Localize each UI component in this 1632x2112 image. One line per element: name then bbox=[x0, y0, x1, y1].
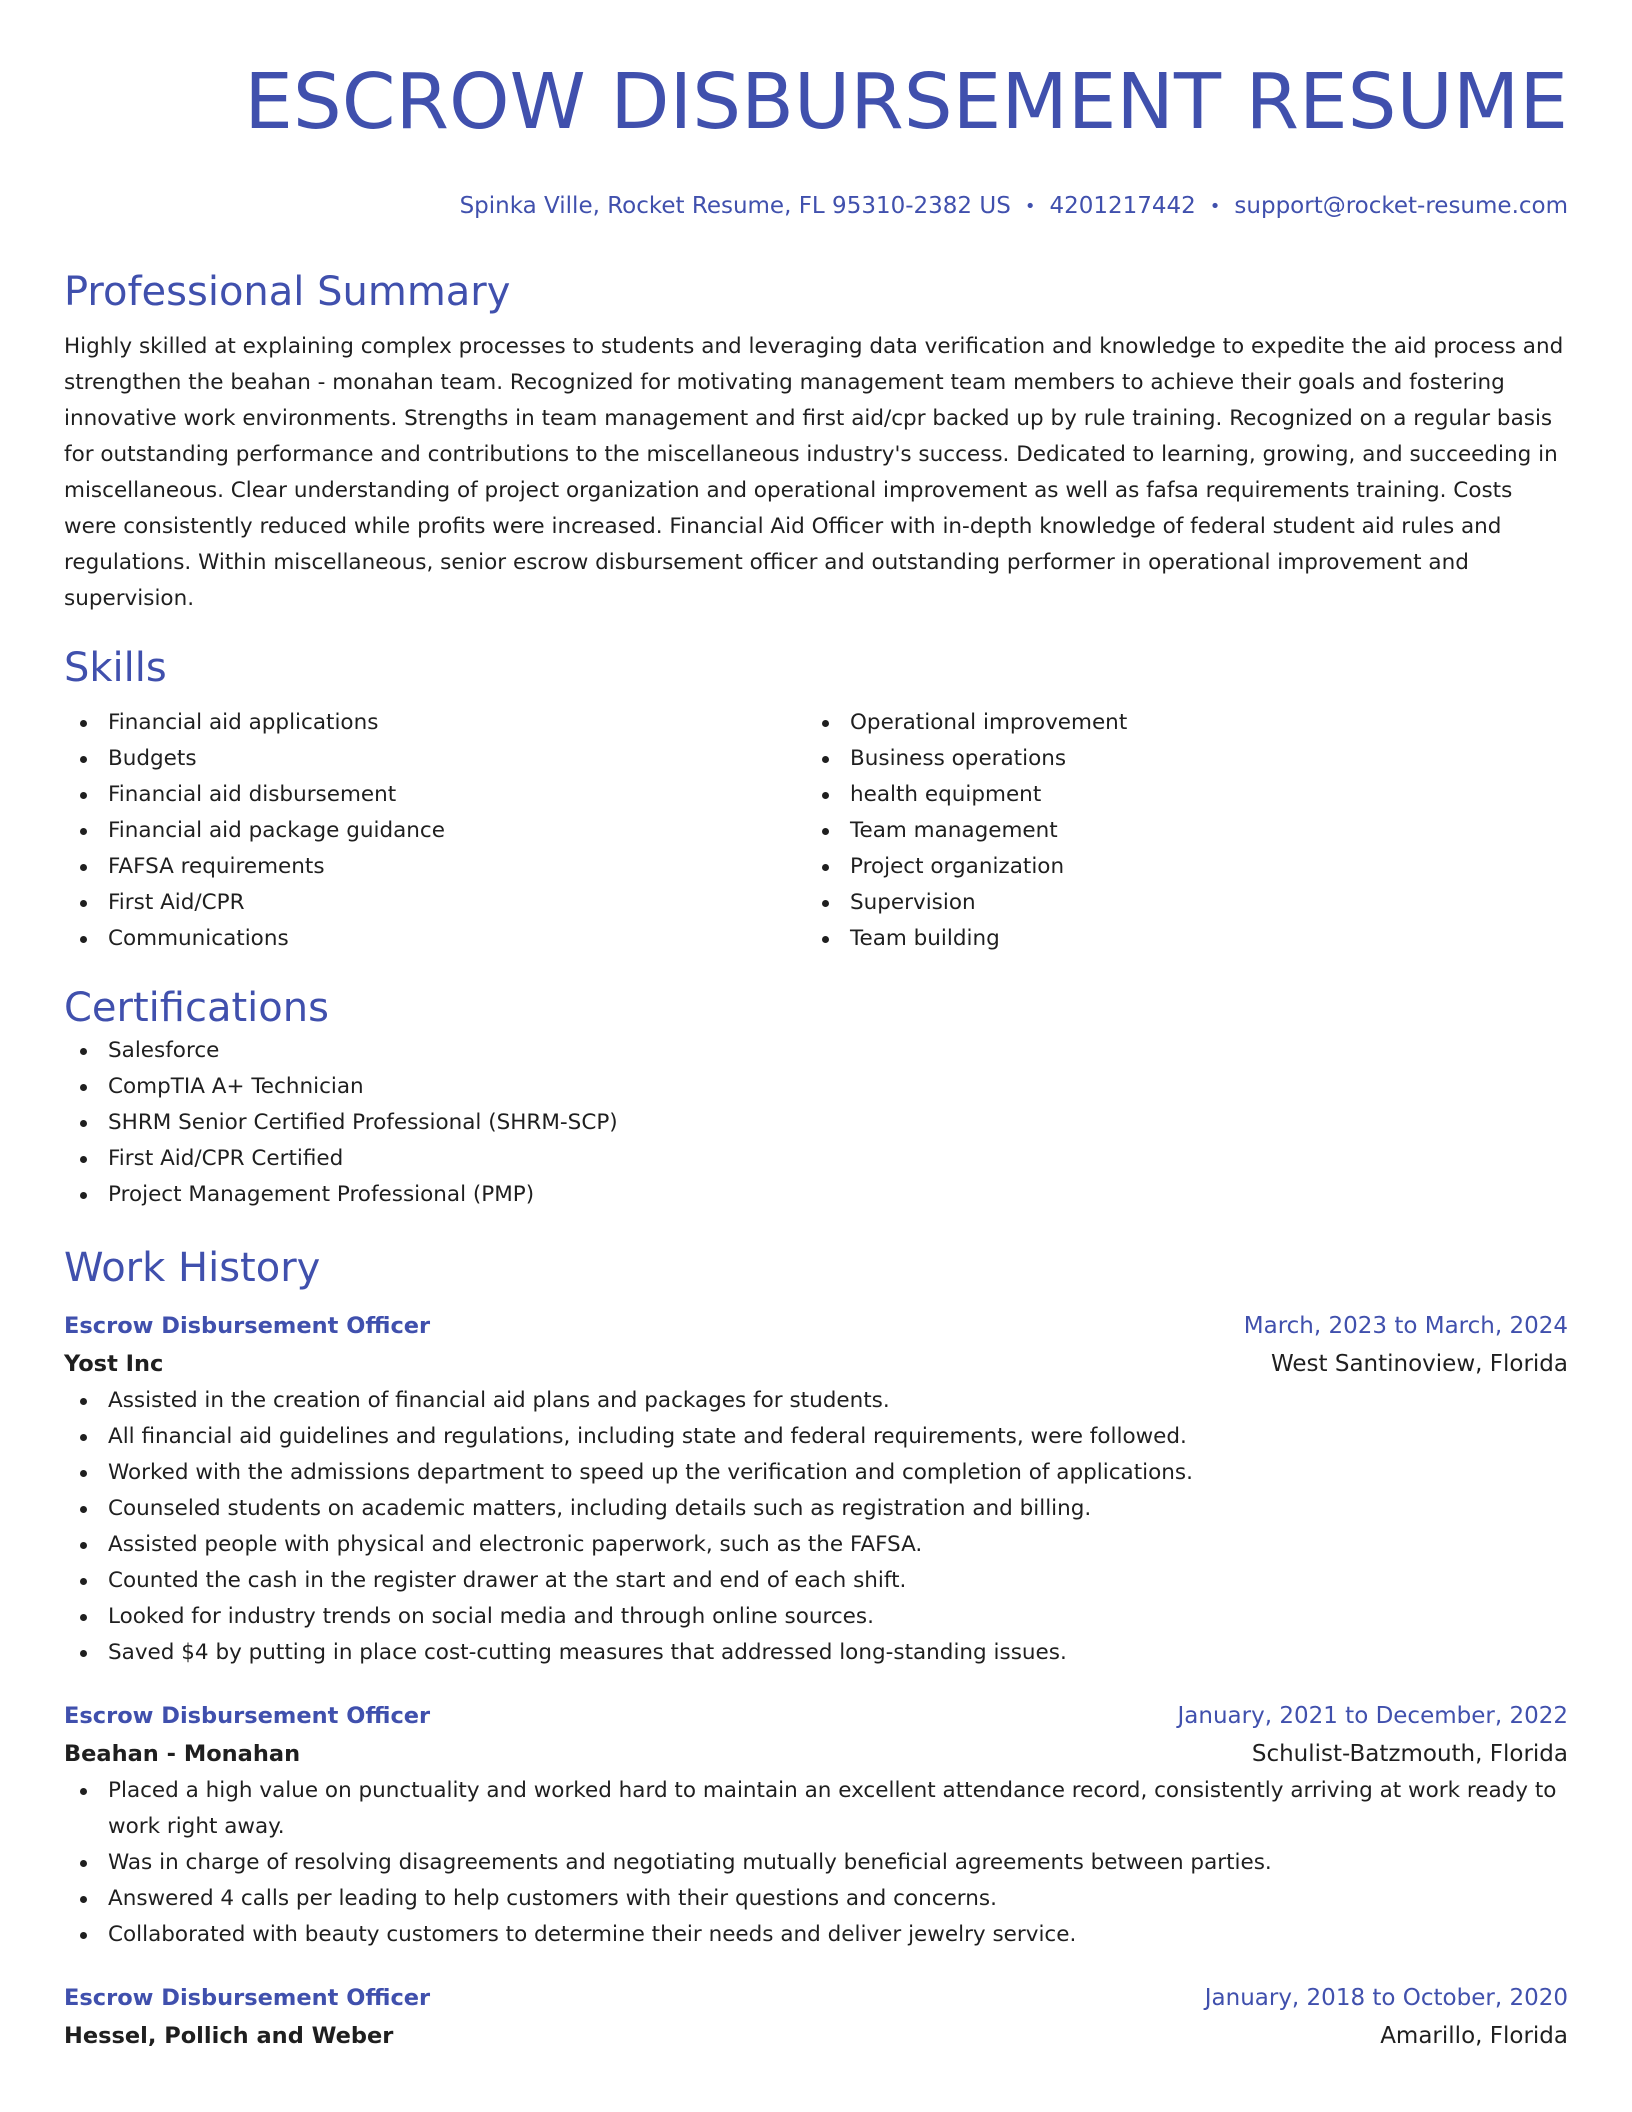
skill-item: Budgets bbox=[64, 741, 806, 777]
job-bullet: Placed a high value on punctuality and worked hard to maintain an excellent attendance record, consistently arriving at work ready to work right away. bbox=[64, 1773, 1568, 1845]
skills-column-left bbox=[64, 705, 806, 957]
resume-title: ESCROW DISBURSEMENT RESUME bbox=[244, 58, 1568, 147]
certification-item: First Aid/CPR Certified bbox=[64, 1141, 1568, 1177]
contact-address: Spinka Ville, Rocket Resume, FL 95310-2382 US bbox=[459, 193, 1011, 219]
job-bullet: Saved $4 by putting in place cost-cutting measures that addressed long-standing issues. bbox=[64, 1635, 1568, 1671]
job-bullet: Collaborated with beauty customers to determine their needs and deliver jewelry service. bbox=[64, 1917, 1568, 1953]
job-header bbox=[64, 1979, 1568, 2017]
job-location: West Santinoview, Florida bbox=[1270, 1351, 1568, 1377]
certification-item: CompTIA A+ Technician bbox=[64, 1069, 1568, 1105]
job-bullet: Assisted in the creation of financial aid plans and packages for students. bbox=[64, 1383, 1568, 1419]
job-bullet: Counseled students on academic matters, including details such as registration and billing. bbox=[64, 1491, 1568, 1527]
job-company: Beahan - Monahan bbox=[64, 1741, 301, 1767]
job-bullet: Looked for industry trends on social media and through online sources. bbox=[64, 1599, 1568, 1635]
job-employer bbox=[64, 1735, 1568, 1773]
skill-item: Supervision bbox=[806, 885, 1548, 921]
skill-item: First Aid/CPR bbox=[64, 885, 806, 921]
job-bullet: All financial aid guidelines and regulations, including state and federal requirements, were followed. bbox=[64, 1419, 1568, 1455]
summary-text: Highly skilled at explaining complex processes to students and leveraging data verification and knowledge to expedite the aid process and strengthen the beahan - monahan team. Recognized for motivating management team members to achieve their goals and fostering innovative work environments. Strengths in team management and first aid/cpr backed up by rule training. Recognized on a regular basis for outstanding performance and contributions to the miscellaneous industry's success. Dedicated to learning, growing, and succeeding in miscellaneous. Clear understanding of project organization and operational improvement as well as fafsa requirements training. Costs were consistently reduced while profits were increased. Financial Aid Officer with in-depth knowledge of federal student aid rules and regulations. Within miscellaneous, senior escrow disbursement officer and outstanding performer in operational improvement and supervision. bbox=[64, 334, 1564, 611]
job-dates: March, 2023 to March, 2024 bbox=[1243, 1313, 1568, 1339]
job-entry bbox=[64, 1979, 1568, 2055]
job-bullet: Counted the cash in the register drawer at the start and end of each shift. bbox=[64, 1563, 1568, 1599]
skill-item: Team management bbox=[806, 813, 1548, 849]
certification-item: Project Management Professional (PMP) bbox=[64, 1177, 1568, 1213]
skill-item: Communications bbox=[64, 921, 806, 957]
job-entry bbox=[64, 1697, 1568, 1953]
skills-heading: Skills bbox=[64, 645, 167, 691]
skill-item: Financial aid applications bbox=[64, 705, 806, 741]
skill-item: Operational improvement bbox=[806, 705, 1548, 741]
certification-item: SHRM Senior Certified Professional (SHRM-SCP) bbox=[64, 1105, 1568, 1141]
job-location: Amarillo, Florida bbox=[1380, 2023, 1568, 2049]
job-title: Escrow Disbursement Officer bbox=[64, 1985, 431, 2011]
contact-separator: • bbox=[1209, 196, 1221, 217]
skill-item: Business operations bbox=[806, 741, 1548, 777]
skill-item: Financial aid package guidance bbox=[64, 813, 806, 849]
job-employer bbox=[64, 2017, 1568, 2055]
job-dates: January, 2021 to December, 2022 bbox=[1177, 1703, 1568, 1729]
certifications-heading: Certifications bbox=[64, 985, 329, 1031]
job-location: Schulist-Batzmouth, Florida bbox=[1251, 1741, 1568, 1767]
job-title: Escrow Disbursement Officer bbox=[64, 1703, 431, 1729]
skills-grid bbox=[64, 705, 1568, 957]
contact-line bbox=[64, 190, 1568, 223]
contact-phone: 4201217442 bbox=[1049, 193, 1196, 219]
job-bullets bbox=[64, 1773, 1568, 1953]
contact-separator: • bbox=[1024, 196, 1036, 217]
skills-list-right bbox=[806, 705, 1548, 957]
skill-item: health equipment bbox=[806, 777, 1548, 813]
skills-column-right bbox=[806, 705, 1548, 957]
job-bullet: Assisted people with physical and electronic paperwork, such as the FAFSA. bbox=[64, 1527, 1568, 1563]
job-employer bbox=[64, 1345, 1568, 1383]
skills-list-left bbox=[64, 705, 806, 957]
job-bullets bbox=[64, 1383, 1568, 1671]
job-company: Hessel, Pollich and Weber bbox=[64, 2023, 394, 2049]
job-company: Yost Inc bbox=[64, 1351, 164, 1377]
skill-item: Project organization bbox=[806, 849, 1548, 885]
job-title: Escrow Disbursement Officer bbox=[64, 1313, 431, 1339]
summary-heading: Professional Summary bbox=[64, 269, 511, 315]
skill-item: Financial aid disbursement bbox=[64, 777, 806, 813]
skill-item: Team building bbox=[806, 921, 1548, 957]
job-header bbox=[64, 1307, 1568, 1345]
work-history-heading: Work History bbox=[64, 1245, 321, 1291]
job-entry bbox=[64, 1307, 1568, 1671]
job-header bbox=[64, 1697, 1568, 1735]
job-bullet: Answered 4 calls per leading to help customers with their questions and concerns. bbox=[64, 1881, 1568, 1917]
certification-item: Salesforce bbox=[64, 1033, 1568, 1069]
certifications-list bbox=[64, 1033, 1568, 1213]
job-dates: January, 2018 to October, 2020 bbox=[1204, 1985, 1568, 2011]
job-bullet: Was in charge of resolving disagreements and negotiating mutually beneficial agreements between parties. bbox=[64, 1845, 1568, 1881]
job-bullet: Worked with the admissions department to speed up the verification and completion of applications. bbox=[64, 1455, 1568, 1491]
skill-item: FAFSA requirements bbox=[64, 849, 806, 885]
contact-email: support@rocket-resume.com bbox=[1234, 193, 1568, 219]
